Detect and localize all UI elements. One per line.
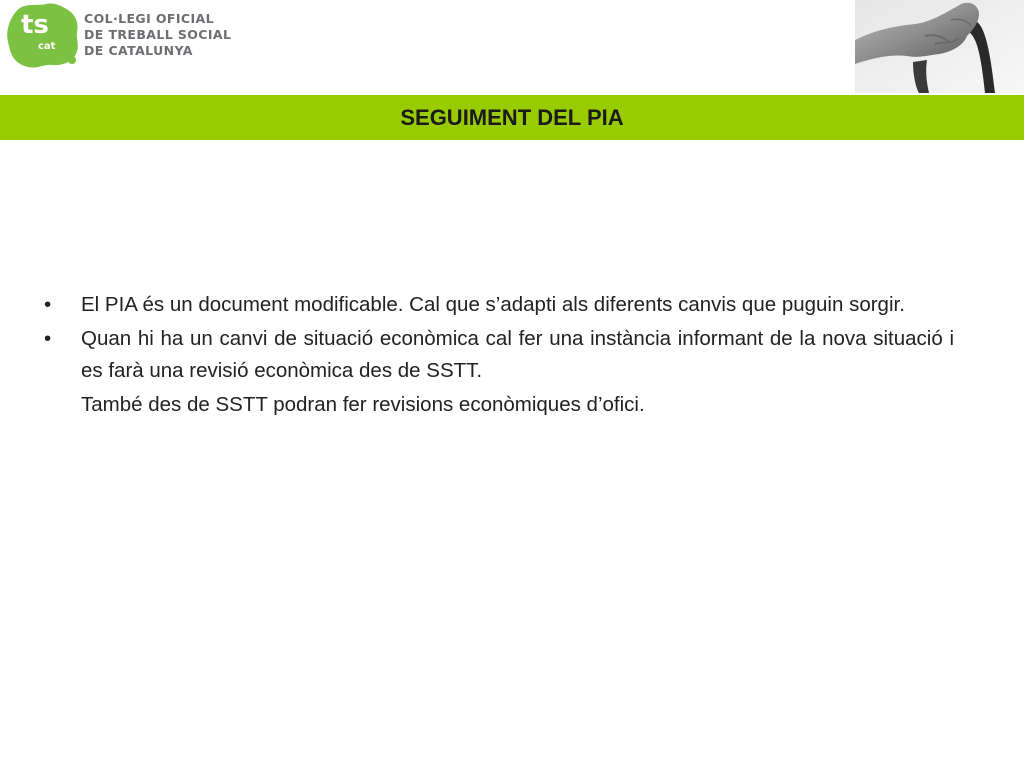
bullet-text: Quan hi ha un canvi de situació econòmica cal fer una instància informant de la nova situació i es farà una revisió econòmica des de SSTT.: [81, 327, 954, 382]
bullet-marker: •: [44, 293, 52, 316]
logo-line-1: COL·LEGI OFICIAL: [84, 11, 214, 26]
photo-illustration: [855, 0, 1024, 93]
slide-body: [44, 289, 954, 421]
logo-mark-subtext: cat: [38, 41, 56, 52]
continuation-paragraph: També des de SSTT podran fer revisions econòmiques d’ofici.: [81, 393, 645, 416]
logo-line-3: DE CATALUNYA: [84, 43, 193, 58]
bullet-item-1: [44, 289, 954, 321]
logo-line-2: DE TREBALL SOCIAL: [84, 27, 232, 42]
logo-mark-text: ts: [21, 10, 49, 40]
header: [0, 0, 1024, 94]
hand-on-cane-photo: [855, 0, 1024, 93]
logo: [6, 2, 232, 70]
logo-text: [84, 11, 231, 59]
bullet-item-2: [44, 323, 954, 387]
slide-title: SEGUIMENT DEL PIA: [400, 105, 624, 130]
bullet-marker: •: [44, 327, 52, 350]
title-band: [0, 95, 1024, 140]
bullet-text: El PIA és un document modificable. Cal que s’adapti als diferents canvis que puguin sorgir.: [81, 293, 905, 316]
